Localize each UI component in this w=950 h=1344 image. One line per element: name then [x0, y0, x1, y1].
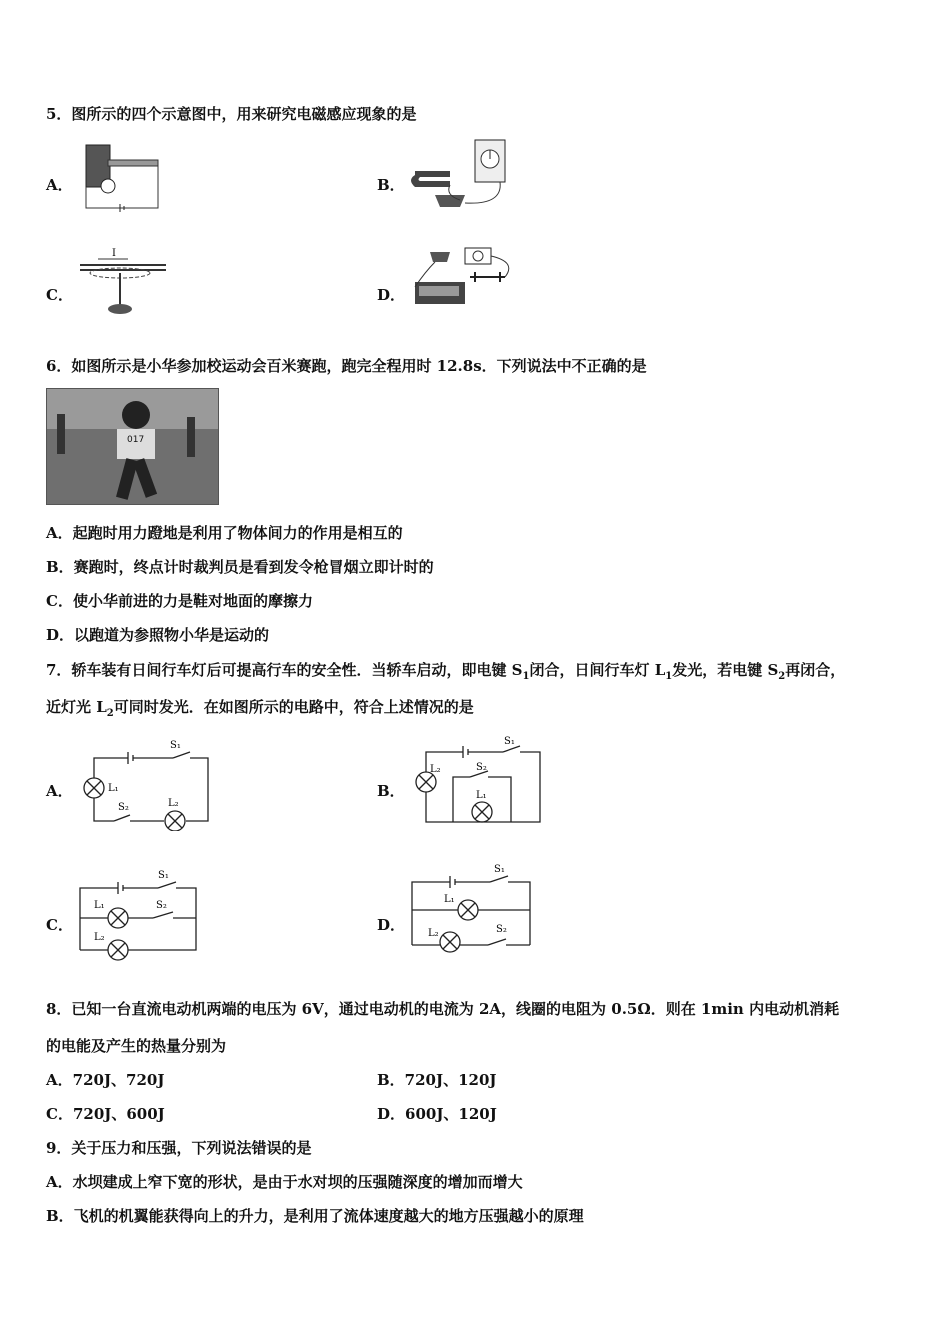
circuit-d-l2: L₂ [428, 928, 439, 939]
q7-stem-part: 可同时发光．在如图所示的电路中，符合上述情况的是 [113, 698, 474, 716]
q7-circuit-b [408, 732, 553, 832]
q7-stem-part: 再闭合， [785, 661, 846, 679]
q8-option-c: C．720J、600J [46, 1105, 165, 1123]
circuit-a-l2: L₂ [168, 798, 179, 809]
runner-bib-number: 017 [127, 435, 145, 445]
q6-option-d: D．以跑道为参照物小华是运动的 [46, 626, 270, 644]
q7-option-c-label: C． [46, 916, 73, 934]
q7-circuit-c [78, 862, 208, 962]
q6-option-c: C．使小华前进的力是鞋对地面的摩擦力 [46, 592, 313, 610]
circuit-b-l2: L₂ [430, 764, 441, 775]
q8-option-a: A．720J、720J [46, 1071, 165, 1089]
q7-circuit-a [78, 736, 218, 831]
q7-stem-part: 近灯光 L [46, 698, 107, 716]
q6-option-a: A．起跑时用力蹬地是利用了物体间力的作用是相互的 [46, 524, 403, 542]
q8-stem-line2: 的电能及产生的热量分别为 [46, 1037, 227, 1055]
q5-option-c-label: C． [46, 286, 73, 304]
circuit-b-l1: L₁ [476, 790, 487, 801]
q6-stem: 6．如图所示是小华参加校运动会百米赛跑，跑完全程用时 12.8s．下列说法中不正确的是 [46, 357, 647, 375]
q7-subscript: 1 [665, 671, 673, 682]
q7-stem-line1 [46, 659, 845, 682]
circuit-b-s1: S₁ [504, 736, 515, 747]
circuit-a-l1: L₁ [108, 783, 119, 794]
q5-option-b-label: B． [377, 176, 405, 194]
circuit-a-s1: S₁ [170, 740, 181, 751]
q9-option-a: A．水坝建成上窄下宽的形状，是由于水对坝的压强随深度的增加而增大 [46, 1173, 523, 1191]
q7-subscript: 2 [106, 708, 114, 719]
circuit-d-l1: L₁ [444, 894, 455, 905]
q7-subscript: 1 [522, 671, 530, 682]
q7-stem-line2 [46, 696, 474, 719]
q5-figure-a [78, 140, 168, 215]
q5-figure-d [405, 242, 520, 317]
circuit-c-s2: S₂ [156, 900, 167, 911]
q7-option-a-label: A． [46, 782, 73, 800]
circuit-c-l1: L₁ [94, 900, 105, 911]
q8-option-d: D．600J、120J [377, 1105, 497, 1123]
q7-subscript: 2 [778, 671, 786, 682]
q5-option-d-label: D． [377, 286, 406, 304]
circuit-c-l2: L₂ [94, 932, 105, 943]
q5-figure-c [78, 245, 168, 320]
q7-stem-part: 7．轿车装有日间行车灯后可提高行车的安全性．当轿车启动，即电键 S [46, 661, 523, 679]
q7-stem-part: 发光，若电键 S [672, 661, 779, 679]
q7-option-d-label: D． [377, 916, 406, 934]
q5-figure-c-current-label: I [112, 248, 116, 259]
circuit-a-s2: S₂ [118, 802, 129, 813]
q6-option-b: B．赛跑时，终点计时裁判员是看到发令枪冒烟立即计时的 [46, 558, 434, 576]
q5-figure-b [405, 135, 515, 215]
q5-option-a-label: A． [46, 176, 73, 194]
q9-option-b: B．飞机的机翼能获得向上的升力，是利用了流体速度越大的地方压强越小的原理 [46, 1207, 584, 1225]
circuit-c-s1: S₁ [158, 870, 169, 881]
q8-stem-line1: 8．已知一台直流电动机两端的电压为 6V，通过电动机的电流为 2A，线圈的电阻为 0.5Ω．则在 1min 内电动机消耗 [46, 1000, 840, 1018]
circuit-b-s2: S₂ [476, 762, 487, 773]
q7-option-b-label: B． [377, 782, 405, 800]
circuit-d-s1: S₁ [494, 864, 505, 875]
circuit-d-s2: S₂ [496, 924, 507, 935]
q7-circuit-d [408, 860, 543, 955]
q9-stem: 9．关于压力和压强，下列说法错误的是 [46, 1139, 312, 1157]
q8-option-b: B．720J、120J [377, 1071, 497, 1089]
runner-photo [46, 388, 219, 505]
q5-stem: 5．图所示的四个示意图中，用来研究电磁感应现象的是 [46, 105, 417, 123]
q7-stem-part: 闭合，日间行车灯 L [529, 661, 666, 679]
